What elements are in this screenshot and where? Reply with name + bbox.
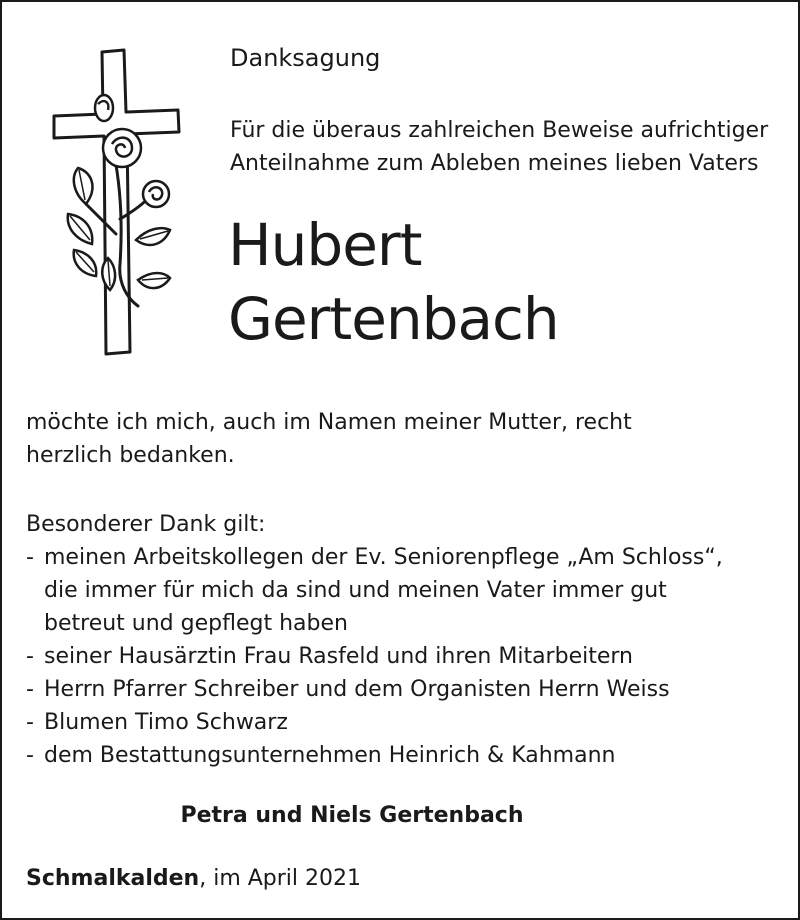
deceased-name <box>228 208 559 356</box>
list-item-line: seiner Hausärztin Frau Rasfeld und ihren Mitarbeitern <box>44 644 633 669</box>
first-name: Hubert <box>228 211 422 279</box>
footer-place: Schmalkalden <box>26 866 200 891</box>
heading-danksagung: Danksagung <box>230 44 381 72</box>
list-item-line: die immer für mich da sind und meinen Vater immer gut <box>44 578 667 603</box>
body-line: herzlich bedanken. <box>26 443 235 468</box>
list-item <box>26 640 723 673</box>
list-item <box>26 739 723 772</box>
list-item-line: betreut und gepflegt haben <box>44 611 348 636</box>
list-item <box>26 541 723 640</box>
list-item-line: Herrn Pfarrer Schreiber und dem Organisten Herrn Weiss <box>44 677 670 702</box>
thanks-title: Besonderer Dank gilt: <box>26 512 266 537</box>
list-item-line: meinen Arbeitskollegen der Ev. Seniorenpflege „Am Schloss“, <box>44 545 723 570</box>
intro-text <box>230 114 768 180</box>
body-line: möchte ich mich, auch im Namen meiner Mutter, recht <box>26 410 632 435</box>
cross-with-roses-icon <box>52 44 182 360</box>
list-dash: - <box>26 644 34 669</box>
list-item <box>26 706 723 739</box>
intro-line: Für die überaus zahlreichen Beweise aufrichtiger <box>230 118 769 143</box>
intro-line: Anteilnahme zum Ableben meines lieben Vaters <box>230 151 759 176</box>
list-dash: - <box>26 743 34 768</box>
list-item-line: Blumen Timo Schwarz <box>44 710 288 735</box>
list-item <box>26 673 723 706</box>
list-dash: - <box>26 710 34 735</box>
last-name: Gertenbach <box>228 285 559 353</box>
list-dash: - <box>26 545 34 570</box>
footer-date: , im April 2021 <box>199 866 362 891</box>
list-dash: - <box>26 677 34 702</box>
signature: Petra und Niels Gertenbach <box>180 803 524 828</box>
body-text <box>26 406 632 472</box>
footer-place-date <box>26 862 361 895</box>
list-item-line: dem Bestattungsunternehmen Heinrich & Kahmann <box>44 743 616 768</box>
thanks-list <box>26 541 723 772</box>
